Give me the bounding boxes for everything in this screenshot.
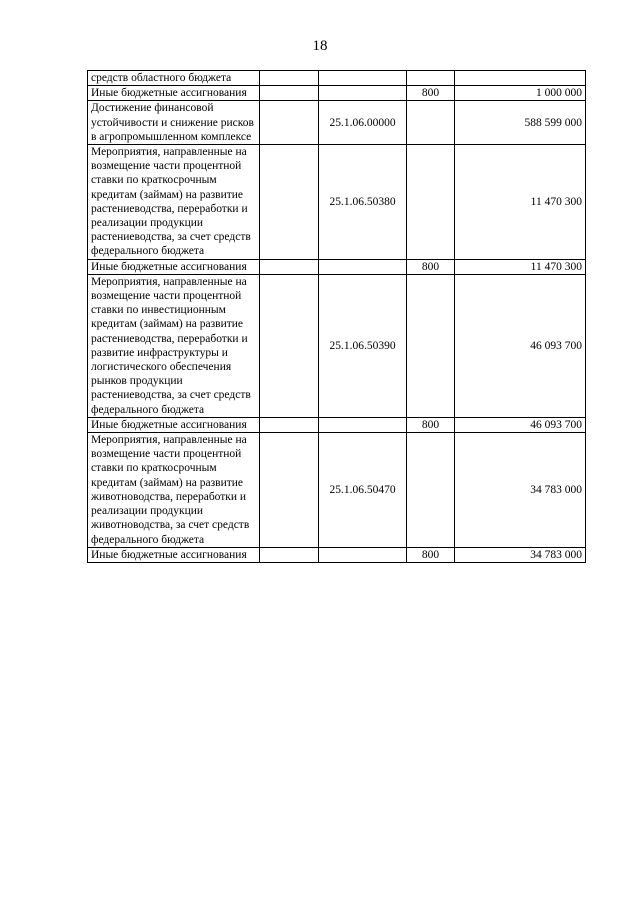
row-name: Достижение финансовой устойчивости и снижение рисков в агропромышленном комплексе — [88, 101, 260, 145]
row-name: Иные бюджетные ассигнования — [88, 259, 260, 274]
row-blank — [260, 86, 319, 101]
row-name: Иные бюджетные ассигнования — [88, 547, 260, 562]
row-amount: 34 783 000 — [455, 433, 586, 548]
row-name: Иные бюджетные ассигнования — [88, 86, 260, 101]
row-amount: 34 783 000 — [455, 547, 586, 562]
row-name: Мероприятия, направленные на возмещение части процентной ставки по краткосрочным кредитам (займам) на развитие растениеводства, переработки и реализации продукции растениеводства, за счет средств федерального бюджета — [88, 145, 260, 260]
row-blank — [260, 101, 319, 145]
page-number: 18 — [312, 38, 328, 54]
row-blank — [260, 274, 319, 417]
row-amount — [455, 71, 586, 86]
row-expense-type — [407, 101, 455, 145]
row-code: 25.1.06.50470 — [319, 433, 407, 548]
row-code — [319, 71, 407, 86]
table-row — [88, 86, 586, 101]
row-amount: 588 599 000 — [455, 101, 586, 145]
row-blank — [260, 259, 319, 274]
row-name: Иные бюджетные ассигнования — [88, 417, 260, 432]
row-expense-type: 800 — [407, 417, 455, 432]
table-row — [88, 145, 586, 260]
table-row — [88, 433, 586, 548]
row-code — [319, 86, 407, 101]
row-code — [319, 417, 407, 432]
row-expense-type — [407, 71, 455, 86]
budget-table — [87, 70, 586, 563]
row-amount: 46 093 700 — [455, 274, 586, 417]
row-expense-type — [407, 433, 455, 548]
row-blank — [260, 547, 319, 562]
row-blank — [260, 145, 319, 260]
row-code — [319, 259, 407, 274]
row-blank — [260, 71, 319, 86]
table-row — [88, 71, 586, 86]
row-expense-type: 800 — [407, 547, 455, 562]
row-expense-type: 800 — [407, 86, 455, 101]
table-row — [88, 101, 586, 145]
row-code — [319, 547, 407, 562]
row-expense-type — [407, 274, 455, 417]
row-amount: 11 470 300 — [455, 145, 586, 260]
row-amount: 11 470 300 — [455, 259, 586, 274]
row-amount: 46 093 700 — [455, 417, 586, 432]
row-code: 25.1.06.50380 — [319, 145, 407, 260]
table-row — [88, 274, 586, 417]
row-name: Мероприятия, направленные на возмещение части процентной ставки по краткосрочным кредитам (займам) на развитие животноводства, переработки и реализации продукции животноводства, за счет средств федерального бюджета — [88, 433, 260, 548]
row-name: средств областного бюджета — [88, 71, 260, 86]
table-row — [88, 547, 586, 562]
row-blank — [260, 417, 319, 432]
table-row — [88, 417, 586, 432]
row-expense-type — [407, 145, 455, 260]
row-expense-type: 800 — [407, 259, 455, 274]
row-amount: 1 000 000 — [455, 86, 586, 101]
row-code: 25.1.06.50390 — [319, 274, 407, 417]
row-code: 25.1.06.00000 — [319, 101, 407, 145]
row-name: Мероприятия, направленные на возмещение части процентной ставки по инвестиционным кредитам (займам) на развитие растениеводства, переработки и развитие инфраструктуры и логистического обеспечения рынков продукции растениеводства, за счет средств федерального бюджета — [88, 274, 260, 417]
row-blank — [260, 433, 319, 548]
table-row — [88, 259, 586, 274]
